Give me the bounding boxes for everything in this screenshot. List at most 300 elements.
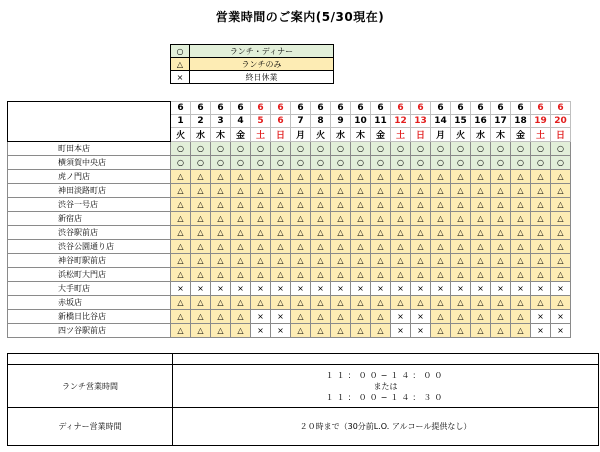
status-cell: △ — [171, 324, 191, 338]
status-cell: × — [411, 282, 431, 296]
status-cell: △ — [311, 198, 331, 212]
status-cell: ○ — [251, 142, 271, 156]
lunch-hours-option-2: １１：００−１４：３０ — [325, 392, 446, 402]
status-cell: △ — [291, 240, 311, 254]
status-cell: △ — [211, 310, 231, 324]
status-cell: △ — [511, 212, 531, 226]
status-cell: △ — [511, 198, 531, 212]
status-cell: ○ — [471, 142, 491, 156]
store-row — [8, 254, 571, 268]
date-month-cell: 6 — [331, 102, 351, 115]
legend-row — [171, 58, 334, 71]
status-cell: △ — [411, 296, 431, 310]
status-cell: △ — [491, 310, 511, 324]
header-corner — [8, 102, 171, 142]
status-cell: △ — [471, 254, 491, 268]
store-name: 四ツ谷駅前店 — [8, 324, 171, 338]
status-cell: △ — [231, 226, 251, 240]
legend-symbol: △ — [171, 58, 190, 71]
status-cell: △ — [411, 212, 431, 226]
status-cell: × — [391, 310, 411, 324]
status-cell: △ — [531, 254, 551, 268]
dinner-hours-row — [8, 408, 599, 446]
status-cell: △ — [491, 324, 511, 338]
lunch-hours-label: ランチ営業時間 — [8, 365, 173, 408]
status-cell: △ — [351, 296, 371, 310]
status-cell: △ — [331, 212, 351, 226]
status-cell: △ — [391, 268, 411, 282]
date-dow-cell: 木 — [211, 128, 231, 142]
status-cell: △ — [271, 226, 291, 240]
status-cell: △ — [331, 296, 351, 310]
status-cell: × — [431, 282, 451, 296]
date-month-cell: 6 — [271, 102, 291, 115]
status-cell: △ — [371, 240, 391, 254]
status-cell: △ — [531, 212, 551, 226]
status-cell: △ — [551, 240, 571, 254]
status-cell: △ — [251, 240, 271, 254]
status-cell: △ — [491, 268, 511, 282]
date-day-cell: 1 — [171, 115, 191, 128]
status-cell: ○ — [391, 156, 411, 170]
legend-label: ランチ・ディナー — [190, 45, 334, 58]
dinner-hours-label: ディナー営業時間 — [8, 408, 173, 446]
status-cell: × — [391, 324, 411, 338]
status-cell: △ — [471, 170, 491, 184]
status-cell: △ — [391, 212, 411, 226]
status-cell: △ — [271, 212, 291, 226]
status-cell: △ — [171, 268, 191, 282]
status-cell: △ — [231, 324, 251, 338]
status-cell: △ — [351, 226, 371, 240]
lunch-hours-option-1: １１：００−１４：００ — [325, 370, 446, 380]
status-cell: ○ — [351, 142, 371, 156]
status-cell: △ — [471, 310, 491, 324]
status-cell: △ — [411, 184, 431, 198]
status-cell: ○ — [431, 142, 451, 156]
status-cell: △ — [231, 240, 251, 254]
status-cell: ○ — [491, 142, 511, 156]
status-cell: △ — [211, 324, 231, 338]
status-cell: △ — [391, 296, 411, 310]
status-cell: × — [551, 282, 571, 296]
status-cell: × — [271, 324, 291, 338]
store-name: 渋谷公園通り店 — [8, 240, 171, 254]
status-cell: △ — [291, 268, 311, 282]
status-cell: ○ — [531, 142, 551, 156]
status-cell: ○ — [251, 156, 271, 170]
status-cell: △ — [491, 254, 511, 268]
store-row — [8, 184, 571, 198]
date-month-cell: 6 — [431, 102, 451, 115]
store-row — [8, 170, 571, 184]
status-cell: ○ — [471, 156, 491, 170]
hours-table — [7, 353, 599, 446]
page-title: 営業時間のご案内(5/30現在) — [215, 10, 385, 24]
status-cell: △ — [251, 184, 271, 198]
status-cell: △ — [471, 212, 491, 226]
status-cell: △ — [291, 170, 311, 184]
status-cell: △ — [311, 184, 331, 198]
status-cell: × — [331, 282, 351, 296]
date-day-cell: 17 — [491, 115, 511, 128]
status-cell: △ — [351, 198, 371, 212]
status-cell: △ — [351, 170, 371, 184]
status-cell: ○ — [391, 142, 411, 156]
date-day-cell: 7 — [291, 115, 311, 128]
status-cell: △ — [511, 310, 531, 324]
status-cell: △ — [311, 212, 331, 226]
status-cell: × — [551, 310, 571, 324]
status-cell: △ — [491, 240, 511, 254]
status-cell: △ — [331, 310, 351, 324]
status-cell: △ — [191, 324, 211, 338]
date-month-cell: 6 — [251, 102, 271, 115]
status-cell: × — [191, 282, 211, 296]
status-cell: △ — [211, 296, 231, 310]
date-month-cell: 6 — [311, 102, 331, 115]
store-name: 新宿店 — [8, 212, 171, 226]
status-cell: △ — [511, 240, 531, 254]
status-cell: △ — [531, 198, 551, 212]
status-cell: △ — [331, 268, 351, 282]
status-cell: ○ — [351, 156, 371, 170]
status-cell: △ — [331, 226, 351, 240]
status-cell: △ — [471, 226, 491, 240]
legend-table — [170, 44, 334, 84]
status-cell: △ — [551, 184, 571, 198]
status-cell: △ — [311, 310, 331, 324]
status-cell: △ — [351, 254, 371, 268]
status-cell: ○ — [231, 142, 251, 156]
status-cell: △ — [471, 184, 491, 198]
status-cell: × — [251, 282, 271, 296]
status-cell: △ — [551, 296, 571, 310]
status-cell: ○ — [271, 142, 291, 156]
status-cell: △ — [471, 324, 491, 338]
hours-spacer-cell — [8, 354, 173, 365]
status-cell: △ — [211, 212, 231, 226]
store-row — [8, 268, 571, 282]
status-cell: △ — [231, 198, 251, 212]
legend-row — [171, 71, 334, 84]
status-cell: △ — [231, 212, 251, 226]
date-day-cell: 6 — [271, 115, 291, 128]
store-name: 大手町店 — [8, 282, 171, 296]
date-dow-cell: 月 — [291, 128, 311, 142]
status-cell: × — [411, 310, 431, 324]
store-row — [8, 226, 571, 240]
status-cell: × — [171, 282, 191, 296]
date-month-cell: 6 — [371, 102, 391, 115]
status-cell: △ — [531, 170, 551, 184]
date-month-cell: 6 — [531, 102, 551, 115]
status-cell: × — [551, 324, 571, 338]
status-cell: △ — [191, 226, 211, 240]
date-dow-cell: 日 — [551, 128, 571, 142]
date-month-cell: 6 — [411, 102, 431, 115]
status-cell: × — [371, 282, 391, 296]
status-cell: △ — [371, 268, 391, 282]
lunch-hours-or: または — [373, 381, 398, 391]
status-cell: △ — [511, 296, 531, 310]
date-dow-cell: 水 — [191, 128, 211, 142]
date-dow-cell: 火 — [171, 128, 191, 142]
status-cell: △ — [451, 254, 471, 268]
status-cell: × — [531, 310, 551, 324]
store-name: 神谷町駅前店 — [8, 254, 171, 268]
status-cell: △ — [471, 268, 491, 282]
date-dow-cell: 土 — [391, 128, 411, 142]
status-cell: △ — [251, 296, 271, 310]
date-day-cell: 18 — [511, 115, 531, 128]
status-cell: × — [271, 310, 291, 324]
legend-label: 終日休業 — [190, 71, 334, 84]
date-month-cell: 6 — [171, 102, 191, 115]
status-cell: △ — [531, 184, 551, 198]
store-name: 新橋日比谷店 — [8, 310, 171, 324]
status-cell: △ — [291, 212, 311, 226]
status-cell: × — [311, 282, 331, 296]
status-cell: △ — [551, 254, 571, 268]
date-dow-cell: 火 — [311, 128, 331, 142]
date-month-cell: 6 — [511, 102, 531, 115]
status-cell: × — [211, 282, 231, 296]
status-cell: △ — [451, 324, 471, 338]
status-cell: △ — [191, 170, 211, 184]
date-day-cell: 15 — [451, 115, 471, 128]
status-cell: ○ — [371, 156, 391, 170]
status-cell: △ — [211, 254, 231, 268]
status-cell: × — [271, 282, 291, 296]
status-cell: △ — [251, 212, 271, 226]
date-dow-cell: 木 — [491, 128, 511, 142]
store-name: 浜松町大門店 — [8, 268, 171, 282]
status-cell: △ — [511, 226, 531, 240]
store-row — [8, 282, 571, 296]
status-cell: × — [251, 324, 271, 338]
status-cell: △ — [551, 198, 571, 212]
status-cell: △ — [291, 184, 311, 198]
status-cell: △ — [411, 240, 431, 254]
status-cell: △ — [471, 198, 491, 212]
status-cell: △ — [271, 240, 291, 254]
status-cell: △ — [311, 240, 331, 254]
status-cell: △ — [431, 240, 451, 254]
status-cell: △ — [431, 296, 451, 310]
store-name: 赤坂店 — [8, 296, 171, 310]
status-cell: △ — [551, 212, 571, 226]
status-cell: ○ — [491, 156, 511, 170]
status-cell: △ — [171, 170, 191, 184]
status-cell: ○ — [271, 156, 291, 170]
status-cell: △ — [311, 296, 331, 310]
legend-symbol: ○ — [171, 45, 190, 58]
status-cell: △ — [411, 254, 431, 268]
status-cell: ○ — [211, 142, 231, 156]
store-name: 神田淡路町店 — [8, 184, 171, 198]
status-cell: ○ — [411, 142, 431, 156]
status-cell: △ — [471, 296, 491, 310]
date-day-cell: 5 — [251, 115, 271, 128]
status-cell: ○ — [551, 156, 571, 170]
legend-symbol: × — [171, 71, 190, 84]
status-cell: △ — [351, 240, 371, 254]
date-month-cell: 6 — [231, 102, 251, 115]
status-cell: △ — [491, 212, 511, 226]
date-month-cell: 6 — [471, 102, 491, 115]
status-cell: △ — [531, 268, 551, 282]
status-cell: △ — [431, 184, 451, 198]
status-cell: △ — [351, 324, 371, 338]
status-cell: △ — [451, 240, 471, 254]
status-cell: △ — [371, 226, 391, 240]
status-cell: △ — [271, 268, 291, 282]
status-cell: △ — [431, 226, 451, 240]
status-cell: △ — [231, 254, 251, 268]
date-day-cell: 19 — [531, 115, 551, 128]
status-cell: △ — [331, 324, 351, 338]
status-cell: △ — [451, 184, 471, 198]
status-cell: △ — [231, 310, 251, 324]
status-cell: △ — [431, 310, 451, 324]
date-dow-cell: 金 — [231, 128, 251, 142]
status-cell: △ — [371, 310, 391, 324]
status-cell: △ — [451, 170, 471, 184]
date-month-cell: 6 — [551, 102, 571, 115]
status-cell: △ — [511, 324, 531, 338]
date-day-cell: 10 — [351, 115, 371, 128]
status-cell: △ — [391, 240, 411, 254]
status-cell: ○ — [371, 142, 391, 156]
status-cell: ○ — [191, 142, 211, 156]
store-name: 渋谷駅前店 — [8, 226, 171, 240]
status-cell: △ — [211, 268, 231, 282]
status-cell: ○ — [171, 156, 191, 170]
store-row — [8, 296, 571, 310]
status-cell: ○ — [211, 156, 231, 170]
status-cell: △ — [371, 198, 391, 212]
status-cell: △ — [211, 240, 231, 254]
status-cell: △ — [331, 240, 351, 254]
status-cell: △ — [311, 226, 331, 240]
status-cell: △ — [351, 184, 371, 198]
store-name: 町田本店 — [8, 142, 171, 156]
date-month-cell: 6 — [451, 102, 471, 115]
status-cell: ○ — [511, 142, 531, 156]
store-row — [8, 156, 571, 170]
status-cell: △ — [211, 198, 231, 212]
status-cell: △ — [411, 170, 431, 184]
status-cell: × — [511, 282, 531, 296]
store-row — [8, 240, 571, 254]
date-dow-cell: 土 — [531, 128, 551, 142]
status-cell: △ — [251, 170, 271, 184]
status-cell: △ — [371, 254, 391, 268]
legend-label: ランチのみ — [190, 58, 334, 71]
status-cell: △ — [391, 198, 411, 212]
date-dow-cell: 水 — [471, 128, 491, 142]
status-cell: × — [291, 282, 311, 296]
status-cell: △ — [331, 184, 351, 198]
date-day-cell: 2 — [191, 115, 211, 128]
status-cell: △ — [451, 226, 471, 240]
status-cell: △ — [271, 184, 291, 198]
store-name: 渋谷一号店 — [8, 198, 171, 212]
status-cell: △ — [431, 170, 451, 184]
status-cell: △ — [491, 296, 511, 310]
dinner-hours-value: ２０時まで（30分前L.O. アルコール提供なし） — [173, 408, 599, 446]
status-cell: △ — [511, 254, 531, 268]
status-cell: △ — [311, 254, 331, 268]
status-cell: △ — [451, 268, 471, 282]
legend-row — [171, 45, 334, 58]
status-cell: ○ — [171, 142, 191, 156]
status-cell: ○ — [411, 156, 431, 170]
status-cell: △ — [191, 184, 211, 198]
status-cell: ○ — [311, 156, 331, 170]
lunch-hours-row — [8, 365, 599, 408]
status-cell: ○ — [451, 142, 471, 156]
status-cell: × — [491, 282, 511, 296]
store-row — [8, 310, 571, 324]
status-cell: △ — [451, 296, 471, 310]
status-cell: ○ — [311, 142, 331, 156]
status-cell: △ — [491, 170, 511, 184]
status-cell: △ — [411, 226, 431, 240]
status-cell: × — [391, 282, 411, 296]
status-cell: △ — [291, 198, 311, 212]
date-dow-cell: 木 — [351, 128, 371, 142]
date-day-cell: 3 — [211, 115, 231, 128]
store-row — [8, 198, 571, 212]
status-cell: △ — [171, 184, 191, 198]
status-cell: × — [251, 310, 271, 324]
status-cell: ○ — [551, 142, 571, 156]
date-month-cell: 6 — [291, 102, 311, 115]
status-cell: × — [351, 282, 371, 296]
status-cell: △ — [311, 268, 331, 282]
status-cell: △ — [431, 254, 451, 268]
status-cell: △ — [291, 226, 311, 240]
status-cell: △ — [231, 184, 251, 198]
status-cell: △ — [551, 170, 571, 184]
status-cell: △ — [291, 310, 311, 324]
status-cell: △ — [191, 240, 211, 254]
status-cell: △ — [171, 254, 191, 268]
date-dow-cell: 水 — [331, 128, 351, 142]
lunch-hours-value — [173, 365, 599, 408]
status-cell: △ — [271, 170, 291, 184]
store-row — [8, 142, 571, 156]
date-month-cell: 6 — [391, 102, 411, 115]
status-cell: ○ — [431, 156, 451, 170]
status-cell: △ — [391, 226, 411, 240]
status-cell: △ — [371, 296, 391, 310]
status-cell: △ — [271, 296, 291, 310]
date-dow-cell: 日 — [271, 128, 291, 142]
status-cell: △ — [231, 170, 251, 184]
status-cell: △ — [231, 296, 251, 310]
date-day-cell: 11 — [371, 115, 391, 128]
status-cell: △ — [531, 226, 551, 240]
status-cell: △ — [451, 212, 471, 226]
status-cell: △ — [491, 184, 511, 198]
date-month-cell: 6 — [351, 102, 371, 115]
status-cell: △ — [551, 226, 571, 240]
status-cell: △ — [391, 254, 411, 268]
status-cell: △ — [231, 268, 251, 282]
